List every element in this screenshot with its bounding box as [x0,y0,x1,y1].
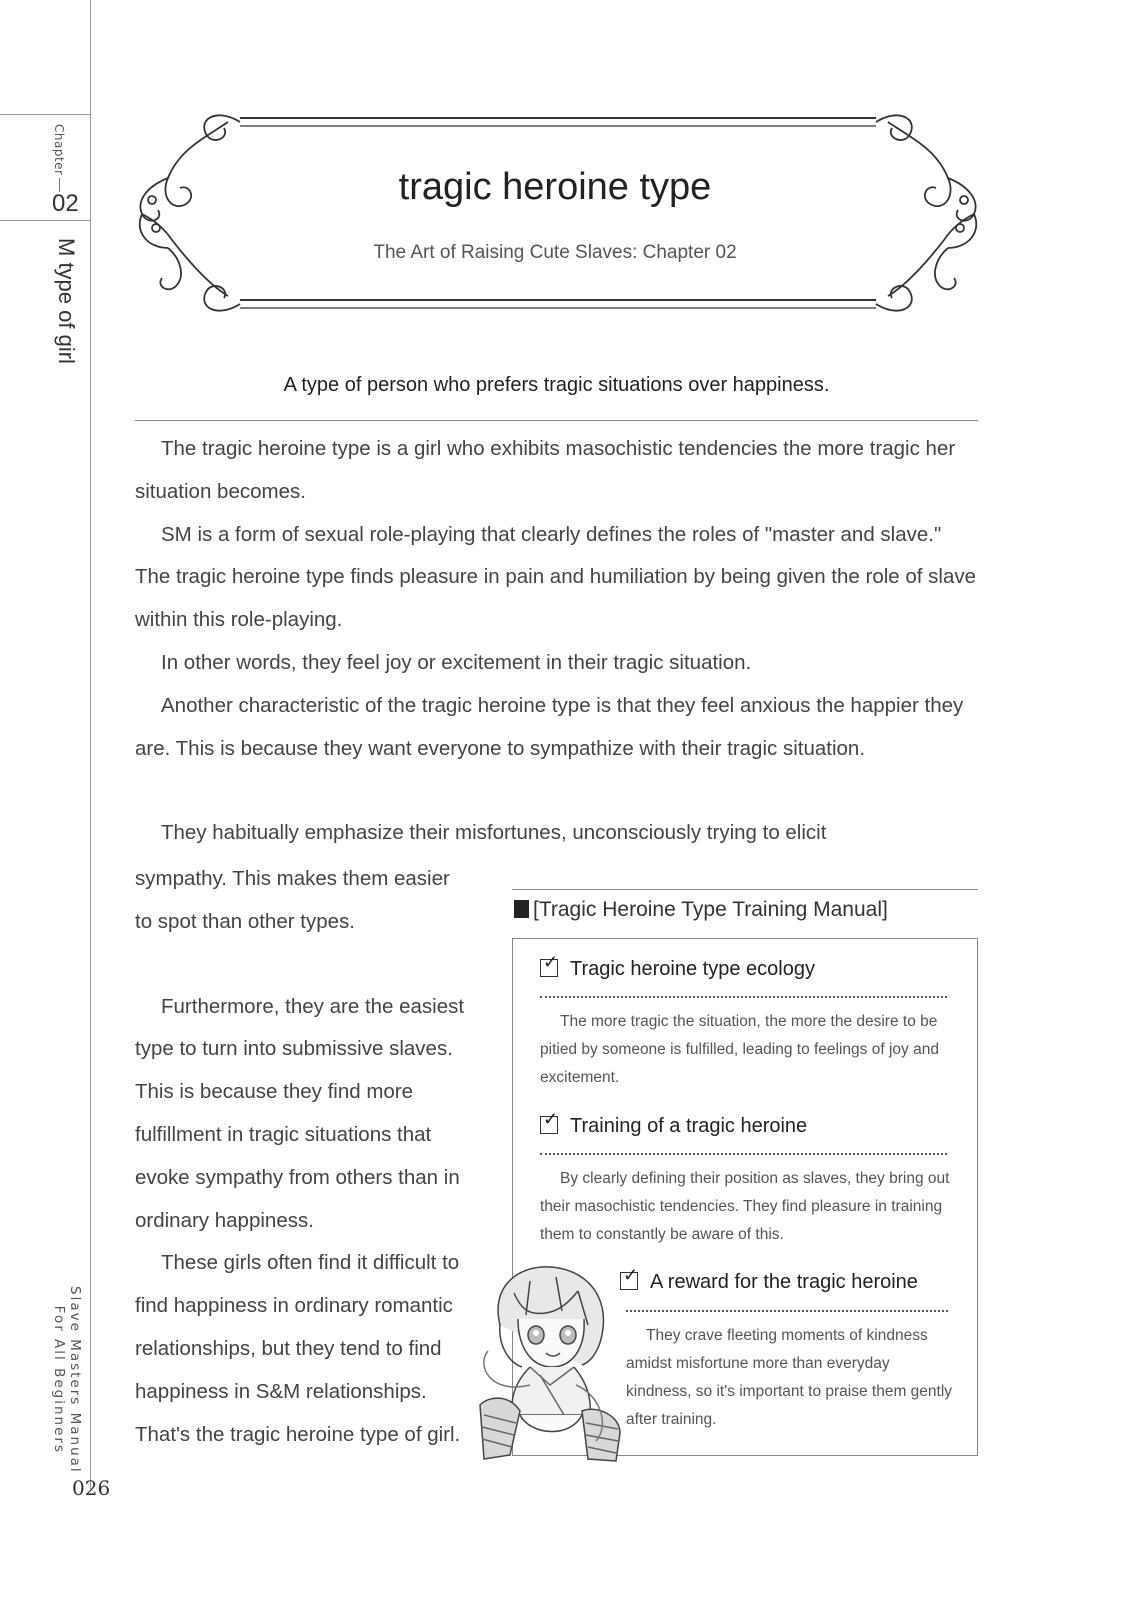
ornate-title-frame [128,108,988,318]
manual-item-text: They crave fleeting moments of kindness amidst misfortune more than everyday kindness, so it's important to praise them gently after training. [626,1327,953,1428]
paragraph: The tragic heroine type is a girl who exhibits masochistic tendencies the more tragic her situation becomes. [135,437,956,503]
page-title: tragic heroine type [398,166,712,208]
manual-item-heading: ✓A reward for the tragic heroine [620,1271,918,1294]
paragraph: In other words, they feel joy or excitement in their tragic situation. [161,650,752,674]
paragraph: sympathy. This makes them easier to spot than other types. [135,867,450,933]
right-flourish [876,115,976,310]
paragraph: SM is a form of sexual role-playing that clearly defines the roles of "master and slave." The tragic heroine type finds pleasure in pain and humiliation by being given the role of slave within this role-playing. [135,522,977,632]
book-title-line2: For All Beginners [51,1305,67,1454]
lead-sentence: A type of person who prefers tragic situations over happiness. [283,374,830,396]
black-square-icon [514,900,529,918]
manual-title-text: [Tragic Heroine Type Training Manual] [533,898,888,921]
book-title-line1: Slave Masters Manual [67,1286,83,1474]
paragraph: They habitually emphasize their misfortunes, unconsciously trying to elicit [161,821,827,845]
dotted-divider [540,1153,947,1155]
lead-divider [135,420,978,421]
manual-item-heading: ✓Training of a tragic heroine [540,1115,807,1138]
checkbox-icon [540,959,558,977]
chapter-rule-top [0,114,91,115]
body-text-left-column [135,858,470,1456]
chapter-rule-bottom [0,220,91,221]
chibi-girl-illustration [470,1255,630,1475]
margin-rule [90,0,91,1490]
dotted-divider [626,1310,948,1312]
chapter-number: 02 [52,190,79,217]
page-number: 026 [72,1476,111,1500]
checkbox-icon [540,1116,558,1134]
page-subtitle: The Art of Raising Cute Slaves: Chapter 02 [373,242,737,263]
paragraph: These girls often find it difficult to find happiness in ordinary romantic relationships, but they tend to find happiness in S&M relationships. That's the tragic heroine type of girl. [135,1251,461,1446]
body-text-full-width [135,428,978,855]
book-title-vertical [51,1286,83,1474]
manual-item-text: The more tragic the situation, the more the desire to be pitied by someone is fulfilled, leading to feelings of joy and excitement. [540,1013,939,1086]
manual-top-rule [512,889,978,890]
left-flourish [140,115,240,310]
manual-title [514,898,888,922]
section-side-title: M type of girl [54,238,79,364]
manual-item-heading: ✓Tragic heroine type ecology [540,958,815,981]
paragraph: Another characteristic of the tragic heroine type is that they feel anxious the happier they are. This is because they want everyone to sympathize with their tragic situation. [135,693,964,760]
paragraph: Furthermore, they are the easiest type to turn into submissive slaves. This is because they find more fulfillment in tragic situations that evoke sympathy from others than in ordinary happiness. [135,994,465,1232]
chapter-label: Chapter [52,124,66,176]
dotted-divider [540,996,947,998]
manual-item-text: By clearly defining their position as slaves, they bring out their masochistic tendencies. They find pleasure in training them to constantly be aware of this. [540,1170,950,1243]
